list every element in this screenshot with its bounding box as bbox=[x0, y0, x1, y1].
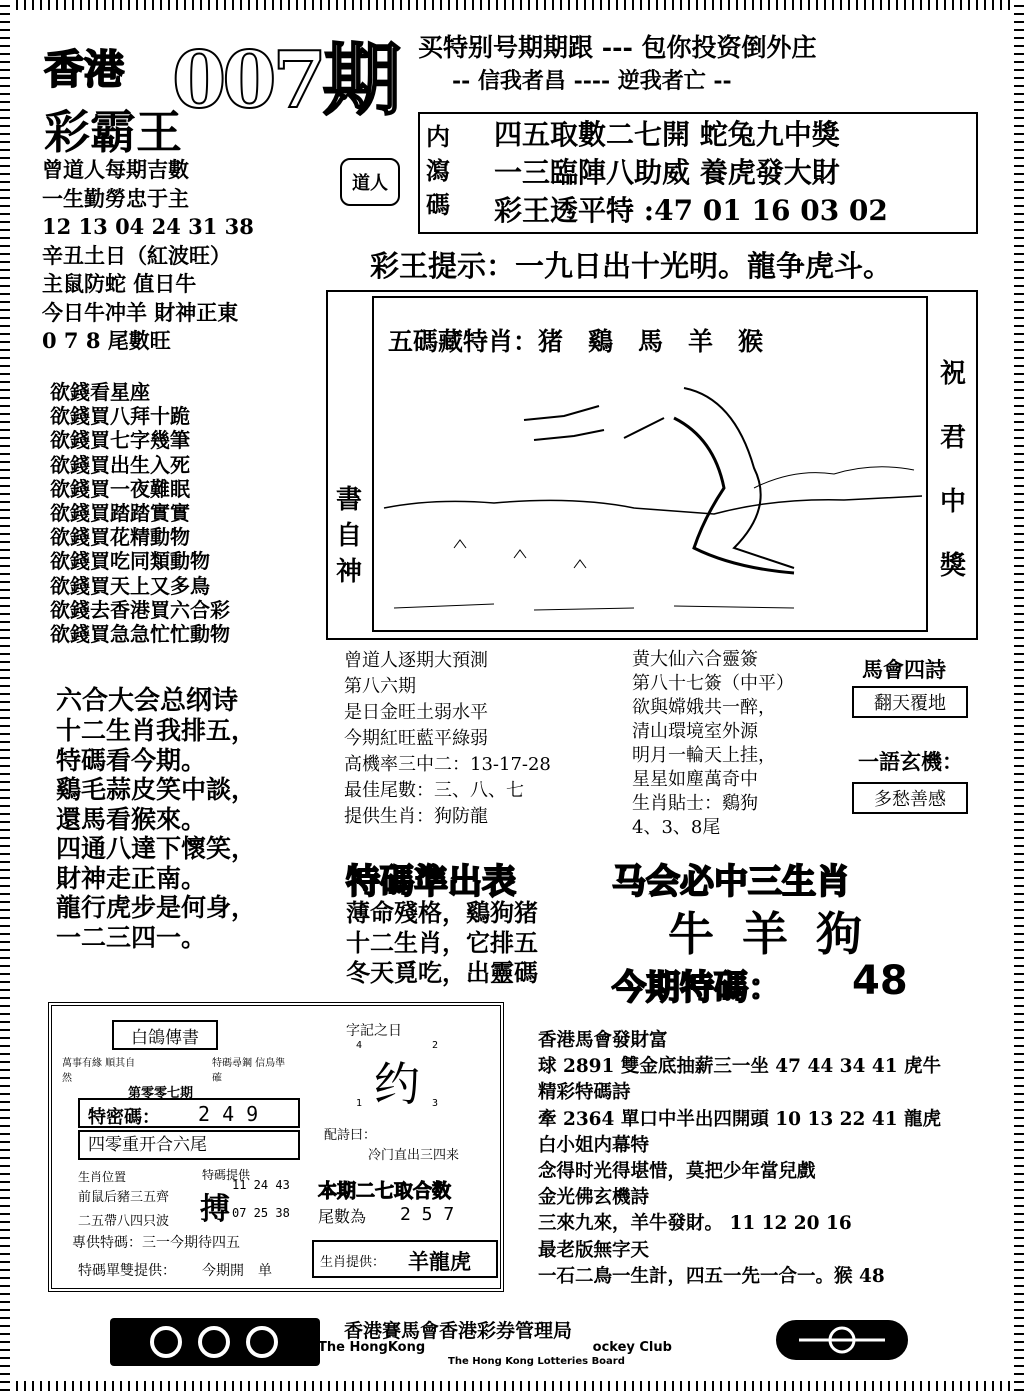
wts-line: 清山環境室外源 bbox=[632, 721, 758, 742]
daily-line: 曾道人每期吉數 bbox=[42, 157, 189, 182]
forecast-line: 今期紅旺藍平綠弱 bbox=[344, 728, 488, 749]
jockey-line: 最老版無字天 bbox=[538, 1239, 650, 1261]
poem-title: 六合大会总纲诗 bbox=[56, 686, 239, 716]
one-word-value: 多愁善感 bbox=[852, 782, 968, 814]
forecast-line: 最佳尾數：三、八、七 bbox=[344, 780, 524, 801]
want-money-line: 欲錢去香港買六合彩 bbox=[50, 597, 230, 622]
word-day-zodiac-label: 生肖提供： bbox=[320, 1255, 386, 1270]
word-day-tail: 2 5 7 bbox=[400, 1204, 455, 1225]
poem-line: 鷄毛蒜皮笑中談， bbox=[56, 775, 257, 804]
lottery-emblem-icon bbox=[779, 1323, 905, 1357]
want-money-line: 欲錢買急急忙忙動物 bbox=[50, 622, 230, 647]
poem-line: 一二三四一。 bbox=[56, 922, 207, 952]
daily-line: 主鼠防蛇 值日牛 bbox=[42, 271, 197, 296]
bottom-border bbox=[0, 1381, 1024, 1391]
pigeon-nums1: 11 24 43 bbox=[232, 1178, 290, 1192]
poem-line: 特碼看今期。 bbox=[56, 745, 207, 775]
wts-line: 生肖貼士：鷄狗 bbox=[632, 793, 758, 814]
pigeon-zodiac-label: 生肖位置 bbox=[78, 1170, 127, 1184]
word-day-char: 约 bbox=[374, 1057, 420, 1111]
jockey-line: 精彩特碼詩 bbox=[538, 1082, 631, 1104]
poem-line: 四通八達下懷笑， bbox=[56, 834, 257, 863]
daily-line: 今日牛冲羊 財神正東 bbox=[42, 299, 239, 325]
jockey-line: 香港馬會發財富 bbox=[538, 1030, 668, 1051]
pigeon-big-char: 搏 bbox=[200, 1192, 230, 1227]
want-money-list bbox=[50, 380, 230, 646]
want-money-line: 欲錢買七字幾筆 bbox=[50, 428, 190, 453]
daily-numbers-block bbox=[42, 156, 254, 356]
special-table-lines bbox=[346, 898, 538, 988]
footer-logo-right bbox=[776, 1320, 908, 1360]
forecast-block bbox=[344, 648, 551, 830]
want-money-line: 欲錢買花精動物 bbox=[50, 525, 190, 550]
sketch-illustration bbox=[374, 358, 926, 630]
three-zodiac-animals: 牛 羊 狗 bbox=[668, 907, 869, 961]
want-money-line: 欲錢買出生入死 bbox=[50, 452, 190, 477]
pigeon-single-double: 今期開 单 bbox=[202, 1263, 272, 1279]
word-day-zodiac-box bbox=[312, 1240, 498, 1278]
wong-tai-sin-block bbox=[632, 648, 794, 840]
footer-sub: The Hong Kong Lotteries Board bbox=[448, 1356, 625, 1367]
picture-right-side: 祝君中獎 bbox=[940, 359, 967, 581]
daily-line: 辛丑土日（紅波旺） bbox=[42, 242, 231, 268]
pigeon-left-note: 萬事有緣 順其自然 bbox=[62, 1058, 136, 1084]
jockey-line: 球 2891 雙金底抽薪三一坐 47 44 34 41 虎牛 bbox=[538, 1056, 942, 1078]
pigeon-frame bbox=[48, 1002, 504, 1292]
want-money-line: 欲錢看星座 bbox=[50, 380, 150, 404]
special-code-label: 今期特碼： bbox=[612, 968, 782, 1008]
five-code-zodiac: 五碼藏特肖：猪 鷄 馬 羊 猴 bbox=[388, 327, 764, 356]
inner-code-line: 一三臨陣八助威 養虎發大財 bbox=[494, 156, 840, 189]
word-day-n3: 3 bbox=[432, 1098, 439, 1109]
forecast-line: 提供生肖：狗防龍 bbox=[344, 806, 488, 827]
picture-left-side: 書自神 bbox=[336, 485, 363, 587]
pigeon-zodiac-text: 前鼠后豬三五齊 bbox=[78, 1190, 170, 1205]
footer-chinese: 香港賽馬會香港彩券管理局 bbox=[344, 1320, 573, 1342]
footer-english: The HongKong ockey Club bbox=[318, 1340, 672, 1355]
daily-line: 一生勤勞忠于主 bbox=[42, 185, 189, 211]
want-money-line: 欲錢買踏踏實實 bbox=[50, 501, 190, 526]
special-code-number: 48 bbox=[852, 958, 908, 1004]
inner-code-line: 四五取數二七開 蛇兔九中獎 bbox=[494, 118, 840, 151]
inner-code-lines bbox=[494, 116, 888, 230]
pigeon-special-provide: 特碼提供 bbox=[202, 1168, 251, 1182]
jockey-line: 白小姐内幕特 bbox=[538, 1134, 650, 1156]
want-money-line: 欲錢買吃同類動物 bbox=[50, 549, 210, 574]
want-money-line: 欲錢買一夜難眠 bbox=[50, 476, 190, 501]
three-zodiac-title: 马会必中三生肖 bbox=[612, 862, 850, 902]
word-day-title: 字記之日 bbox=[346, 1023, 402, 1039]
left-border bbox=[0, 0, 10, 1391]
pigeon-wave: 二五帶八四只波 bbox=[78, 1214, 170, 1229]
picture-frame bbox=[326, 290, 978, 640]
pigeon-special-label: 特密碼： bbox=[88, 1107, 160, 1128]
word-day-poem-label: 配詩曰： bbox=[324, 1128, 377, 1143]
pigeon-single-double-label: 特碼單雙提供： bbox=[78, 1263, 176, 1279]
special-table-title: 特碼準出表 bbox=[346, 862, 516, 902]
word-day-n2: 2 bbox=[432, 1040, 439, 1051]
jockey-line: 一石二鳥一生計，四五一先一合一。猴 48 bbox=[538, 1265, 885, 1287]
king-tip: 彩王提示：一九日出十光明。龍争虎斗。 bbox=[370, 249, 893, 283]
jockey-club-emblem-icon bbox=[110, 1318, 320, 1366]
jockey-line: 金光佛玄機詩 bbox=[538, 1187, 650, 1209]
brand-title: 彩霸王 bbox=[44, 105, 182, 159]
issue-title: 007期 bbox=[172, 35, 397, 126]
word-day-poem: 冷门直出三四来 bbox=[368, 1148, 460, 1163]
pigeon-special-box bbox=[78, 1098, 300, 1128]
want-money-line: 欲錢買天上又多鳥 bbox=[50, 573, 210, 598]
wts-line: 明月一輪天上挂， bbox=[632, 745, 776, 766]
poem-line: 還馬看猴來。 bbox=[56, 804, 207, 834]
special-line: 十二生肖，它排五 bbox=[346, 928, 538, 957]
word-day-n1: 1 bbox=[356, 1098, 363, 1109]
jockey-line: 念得时光得堪惜，莫把少年當兒戲 bbox=[538, 1161, 816, 1183]
wts-line: 欲與嫦娥共一醉， bbox=[632, 697, 776, 718]
word-day-n4: 4 bbox=[356, 1040, 363, 1051]
one-word-title: 一語玄機： bbox=[858, 749, 963, 774]
jockey-line: 牽 2364 單口中半出四開頭 10 13 22 41 龍虎 bbox=[538, 1108, 942, 1130]
hk-jockey-block bbox=[538, 1028, 941, 1290]
pigeon-special-value: 2 4 9 bbox=[198, 1102, 259, 1126]
forecast-line: 高機率三中二：13-17-28 bbox=[344, 754, 551, 775]
forecast-line: 是日金旺土弱水平 bbox=[344, 702, 488, 723]
horse-poem-title: 馬會四詩 bbox=[862, 657, 946, 682]
wts-line: 4、3、8尾 bbox=[632, 817, 721, 838]
pigeon-line1: 四零重开合六尾 bbox=[78, 1130, 300, 1160]
region-title: 香港 bbox=[44, 46, 124, 93]
footer-logo-left bbox=[110, 1318, 320, 1366]
pigeon-nums2: 07 25 38 bbox=[232, 1206, 290, 1220]
daily-line: 12 13 04 24 31 38 bbox=[42, 214, 254, 239]
wts-line: 黄大仙六合靈簽 bbox=[632, 649, 758, 670]
horse-poem-value: 翻天覆地 bbox=[852, 686, 968, 718]
slogan-main: 买特别号期期跟 --- 包你投资倒外庄 bbox=[418, 33, 817, 62]
poem-line: 十二生肖我排五， bbox=[56, 716, 257, 745]
word-day-tail-label: 尾數為 bbox=[318, 1207, 367, 1226]
forecast-line: 第八六期 bbox=[344, 676, 416, 697]
poem-line: 財神走正南。 bbox=[56, 863, 207, 893]
daily-line: 0 7 8 尾數旺 bbox=[42, 328, 171, 353]
poem-line: 龍行虎步是何身， bbox=[56, 893, 257, 922]
forecast-line: 曾道人逐期大預測 bbox=[344, 650, 488, 671]
inner-code-box bbox=[418, 112, 978, 234]
inner-code-label: 内瀉碼 bbox=[426, 122, 450, 219]
inner-code-line: 彩王透平特 :47 01 16 03 02 bbox=[494, 194, 888, 227]
slogan-sub: -- 信我者昌 ---- 逆我者亡 -- bbox=[452, 68, 732, 94]
word-day-take: 本期二七取合数 bbox=[318, 1180, 452, 1202]
pigeon-exclusive: 專供特碼：三一今期待四五 bbox=[72, 1235, 240, 1251]
wts-line: 第八十七簽（中平） bbox=[632, 673, 794, 694]
pigeon-right-note: 特碼尋鋼 信鳥準確 bbox=[212, 1058, 286, 1084]
word-day-zodiac: 羊龍虎 bbox=[408, 1249, 471, 1274]
special-line: 薄命殘格，鷄狗猪 bbox=[346, 898, 538, 927]
poem-lines bbox=[56, 716, 256, 952]
jockey-line: 三來九來，羊牛發財。 11 12 20 16 bbox=[538, 1213, 852, 1235]
picture-inner bbox=[372, 296, 928, 632]
daoist-seal: 道人 bbox=[340, 158, 400, 206]
special-line: 冬天覓吃，出靈碼 bbox=[346, 958, 538, 987]
pigeon-period: 第零零七期 bbox=[128, 1086, 194, 1101]
want-money-line: 欲錢買八拜十跪 bbox=[50, 404, 190, 429]
pigeon-title: 白鴿傳書 bbox=[112, 1020, 218, 1050]
top-border bbox=[0, 0, 1024, 10]
wts-line: 星星如塵萬奇中 bbox=[632, 769, 758, 790]
right-border bbox=[1014, 0, 1024, 1391]
